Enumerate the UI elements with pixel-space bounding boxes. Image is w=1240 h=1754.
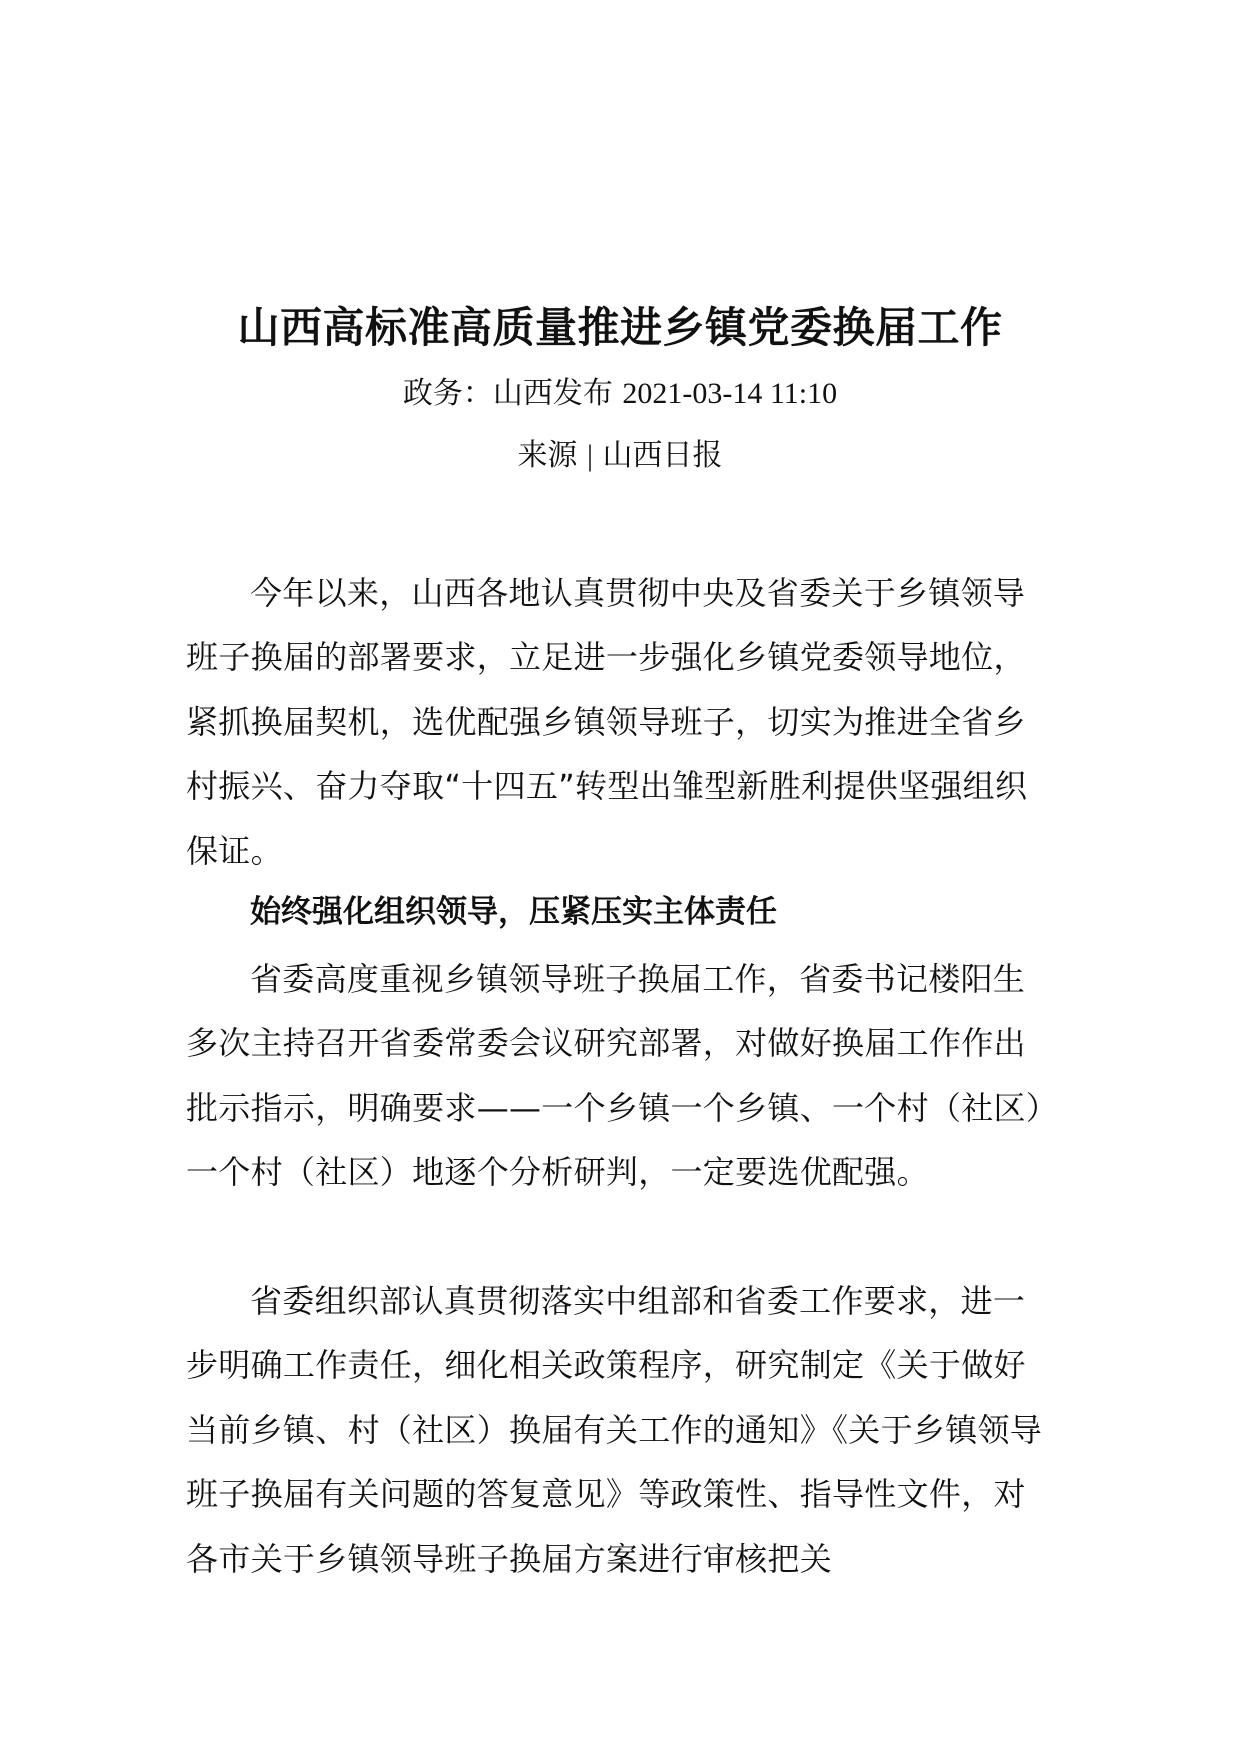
paragraph-intro: 今年以来，山西各地认真贯彻中央及省委关于乡镇领导班子换届的部署要求，立足进一步强化乡镇党委领导地位，紧抓换届契机，选优配强乡镇领导班子，切实为推进全省乡村振兴、奋力夺取“十四五”转型出雏型新胜利提供坚强组织保证。 — [186, 574, 1028, 870]
section-heading: 始终强化组织领导，压紧压实主体责任 — [250, 894, 777, 930]
paragraph-leadership: 省委高度重视乡镇领导班子换届工作，省委书记楼阳生多次主持召开省委常委会议研究部署，对做好换届工作作出批示指示，明确要求——一个乡镇一个乡镇、一个村（社区）一个村（社区）地逐个分析研判，一定要选优配强。 — [186, 960, 1043, 1192]
article-publisher-line — [0, 372, 1240, 416]
publish-datetime: 2021-03-14 11:10 — [622, 377, 838, 410]
source-separator: | — [586, 439, 593, 472]
article-source-line — [0, 434, 1240, 478]
article-title: 山西高标准高质量推进乡镇党委换届工作 — [237, 303, 1003, 352]
paragraph-organization-dept: 省委组织部认真贯彻落实中组部和省委工作要求，进一步明确工作责任，细化相关政策程序，研究制定《关于做好当前乡镇、村（社区）换届有关工作的通知》《关于乡镇领导班子换届有关问题的答复意见》等政策性、指导性文件，对各市关于乡镇领导班子换届方案进行审核把关 — [186, 1282, 1043, 1578]
source-label: 来源 — [517, 438, 587, 473]
source-name: 山西日报 — [593, 438, 723, 473]
publisher-label: 政务：山西发布 — [402, 376, 623, 411]
